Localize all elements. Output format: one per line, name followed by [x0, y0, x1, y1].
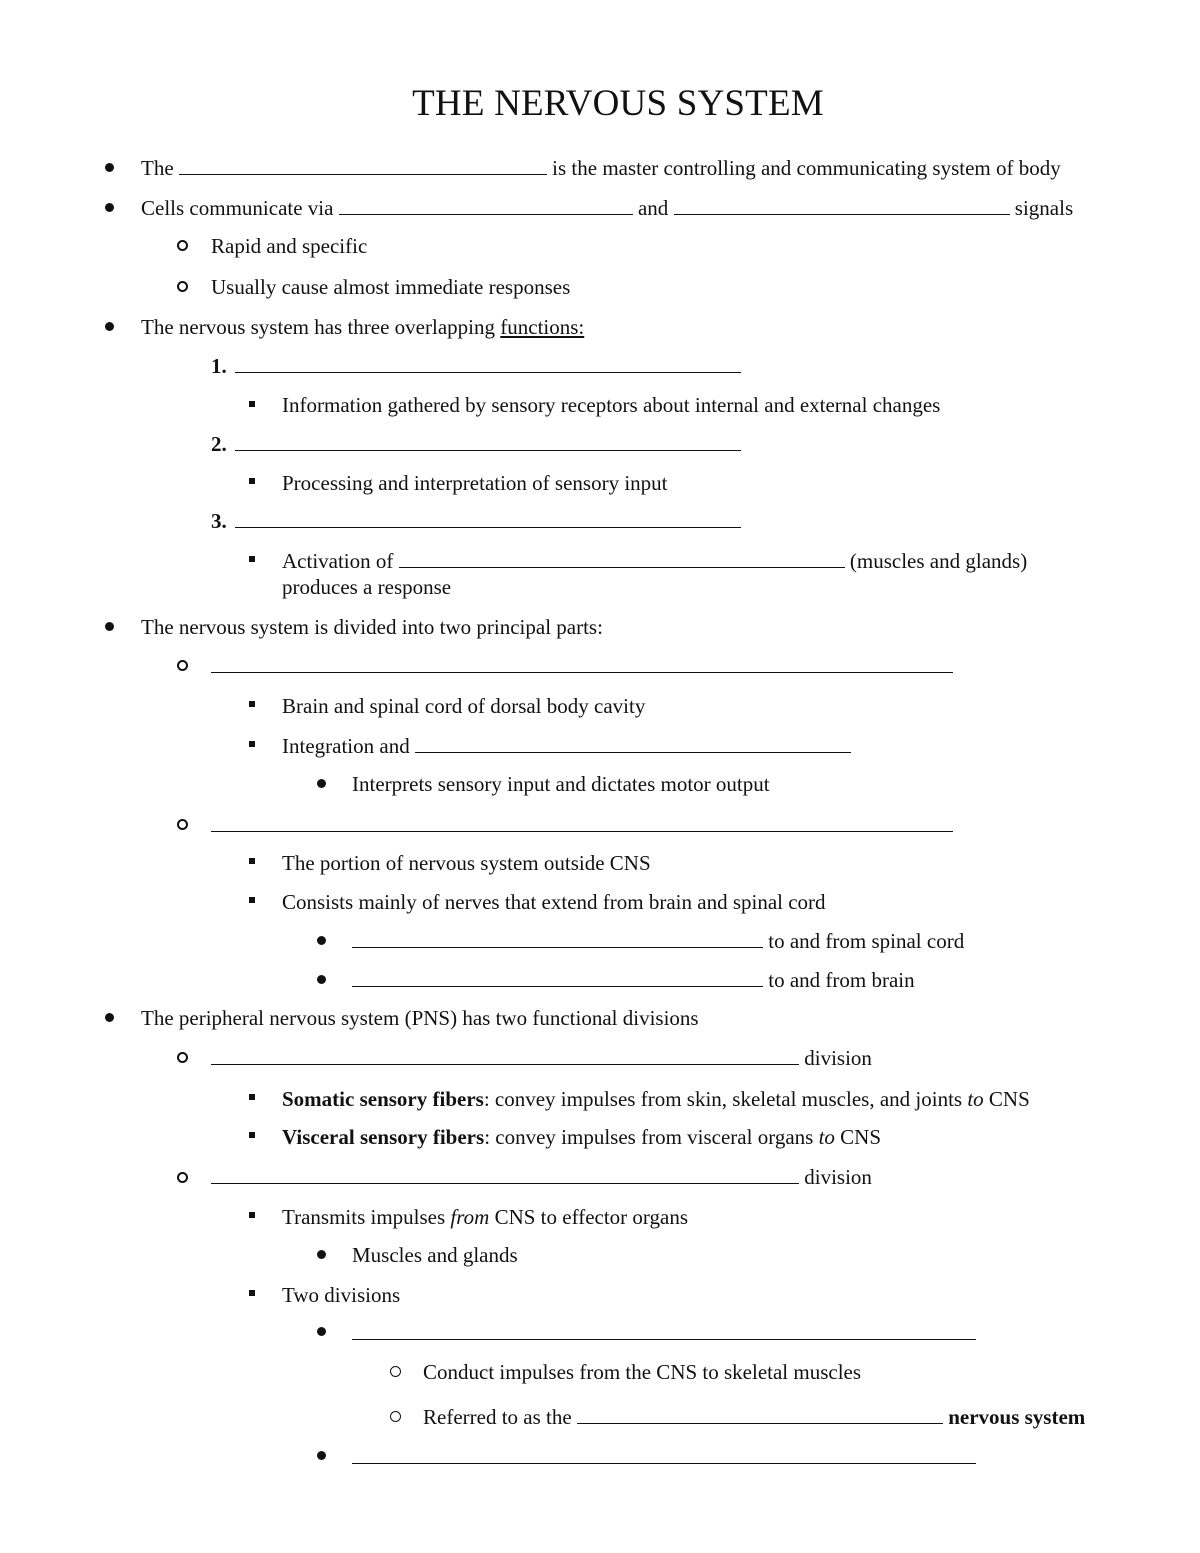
- fill-blank[interactable]: [235, 353, 741, 373]
- fill-blank[interactable]: [211, 1164, 799, 1184]
- fill-blank[interactable]: [352, 1320, 976, 1340]
- bullet-square-icon: [249, 1290, 255, 1296]
- number: 3.: [211, 509, 227, 533]
- text: CNS to effector organs: [489, 1205, 689, 1229]
- two-divisions: Two divisions: [282, 1283, 401, 1307]
- italic: from: [450, 1205, 490, 1229]
- bullet-dot-icon: [105, 203, 114, 212]
- fill-blank[interactable]: [235, 508, 741, 528]
- text: is the master controlling and communicating system of body: [552, 156, 1061, 180]
- text: CNS: [983, 1087, 1030, 1111]
- bullet-dot-icon: [105, 163, 114, 172]
- visceral-fibers: [282, 1124, 881, 1150]
- line-pns-divisions: The peripheral nervous system (PNS) has two functional divisions: [141, 1006, 699, 1030]
- fill-blank[interactable]: [211, 812, 953, 832]
- bullet-square-icon: [249, 401, 255, 407]
- division-2: [211, 1164, 872, 1190]
- bullet-square-icon: [249, 556, 255, 562]
- somatic-fibers: [282, 1086, 1030, 1112]
- function-3: [211, 508, 741, 534]
- number: 1.: [211, 354, 227, 378]
- text: (muscles and glands): [849, 549, 1028, 573]
- fill-blank[interactable]: [352, 928, 763, 948]
- line-rapid: Rapid and specific: [211, 234, 368, 258]
- fill-blank[interactable]: [399, 548, 845, 568]
- bullet-square-icon: [249, 1212, 255, 1218]
- page-title: THE NERVOUS SYSTEM: [412, 83, 824, 124]
- function-3-desc: [282, 548, 1027, 574]
- part-2: [211, 812, 953, 838]
- fill-blank[interactable]: [674, 195, 1010, 215]
- bullet-square-icon: [249, 478, 255, 484]
- number: 2.: [211, 432, 227, 456]
- motor-division-1: [352, 1320, 976, 1346]
- functions-underlined: functions:: [500, 315, 585, 339]
- bullet-dot-icon: [105, 1013, 114, 1022]
- fill-blank[interactable]: [235, 431, 741, 451]
- bullet-square-icon: [249, 897, 255, 903]
- pns-desc-2: Consists mainly of nerves that extend from brain and spinal cord: [282, 890, 826, 914]
- text: Integration and: [282, 734, 410, 758]
- bullet-dot-icon: [317, 975, 326, 984]
- bullet-ring-icon: [177, 819, 188, 830]
- muscles-glands: Muscles and glands: [352, 1243, 518, 1267]
- line-immediate: Usually cause almost immediate responses: [211, 275, 571, 299]
- bullet-dot-icon: [317, 779, 326, 788]
- bullet-circle-icon: [390, 1411, 401, 1422]
- fill-blank[interactable]: [211, 1045, 799, 1065]
- bullet-dot-icon: [105, 622, 114, 631]
- text: to and from brain: [768, 968, 915, 992]
- text: The: [141, 156, 174, 180]
- pns-desc-4: [352, 967, 915, 993]
- line-functions: [141, 314, 584, 340]
- conduct-impulses: Conduct impulses from the CNS to skeletal muscles: [423, 1360, 862, 1384]
- pns-desc-1: The portion of nervous system outside CNS: [282, 851, 651, 875]
- text: : convey impulses from skin, skeletal muscles, and joints: [483, 1087, 968, 1111]
- bullet-square-icon: [249, 701, 255, 707]
- function-3-desc-cont: produces a response: [282, 575, 452, 599]
- bullet-dot-icon: [317, 936, 326, 945]
- function-2-desc: Processing and interpretation of sensory input: [282, 471, 668, 495]
- italic: to: [967, 1087, 984, 1111]
- bullet-circle-icon: [390, 1366, 401, 1377]
- bullet-square-icon: [249, 1132, 255, 1138]
- fill-blank[interactable]: [179, 155, 547, 175]
- text: division: [804, 1165, 872, 1189]
- motor-division-2: [352, 1444, 976, 1470]
- fill-blank[interactable]: [352, 1444, 976, 1464]
- pns-desc-3: [352, 928, 964, 954]
- text: Referred to as the: [423, 1405, 572, 1429]
- text: division: [804, 1046, 872, 1070]
- cns-desc-2: [282, 733, 851, 759]
- bullet-dot-icon: [317, 1327, 326, 1336]
- fill-blank[interactable]: [415, 733, 851, 753]
- fill-blank[interactable]: [211, 653, 953, 673]
- bullet-square-icon: [249, 1094, 255, 1100]
- text: to and from spinal cord: [768, 929, 965, 953]
- text: and: [637, 196, 669, 220]
- line-cells-communicate: [141, 195, 1073, 221]
- text: CNS: [834, 1125, 882, 1149]
- division-1: [211, 1045, 872, 1071]
- part-1: [211, 653, 953, 679]
- fill-blank[interactable]: [339, 195, 633, 215]
- bullet-ring-icon: [177, 281, 188, 292]
- bold-term: Somatic sensory fibers: [282, 1087, 484, 1111]
- bullet-ring-icon: [177, 660, 188, 671]
- bullet-square-icon: [249, 741, 255, 747]
- bullet-dot-icon: [105, 322, 114, 331]
- transmits-impulses: [282, 1204, 688, 1230]
- function-1: [211, 353, 741, 379]
- bullet-ring-icon: [177, 1172, 188, 1183]
- text: Transmits impulses: [282, 1205, 451, 1229]
- bullet-dot-icon: [317, 1451, 326, 1460]
- bullet-dot-icon: [317, 1250, 326, 1259]
- text: Activation of: [282, 549, 394, 573]
- function-2: [211, 431, 741, 457]
- cns-desc-3: Interprets sensory input and dictates motor output: [352, 772, 770, 796]
- referred-to: [423, 1404, 1085, 1430]
- text: signals: [1014, 196, 1074, 220]
- bold-term: nervous system: [948, 1405, 1086, 1429]
- fill-blank[interactable]: [577, 1404, 943, 1424]
- italic: to: [818, 1125, 835, 1149]
- fill-blank[interactable]: [352, 967, 763, 987]
- cns-desc-1: Brain and spinal cord of dorsal body cavity: [282, 694, 646, 718]
- line-master-system: [141, 155, 1061, 181]
- function-1-desc: Information gathered by sensory receptors about internal and external changes: [282, 393, 941, 417]
- text: The nervous system has three overlapping: [141, 315, 495, 339]
- bullet-ring-icon: [177, 240, 188, 251]
- bold-term: Visceral sensory fibers: [282, 1125, 485, 1149]
- line-principal-parts: The nervous system is divided into two principal parts:: [141, 615, 603, 639]
- text: Cells communicate via: [141, 196, 334, 220]
- text: : convey impulses from visceral organs: [484, 1125, 819, 1149]
- bullet-square-icon: [249, 858, 255, 864]
- bullet-ring-icon: [177, 1052, 188, 1063]
